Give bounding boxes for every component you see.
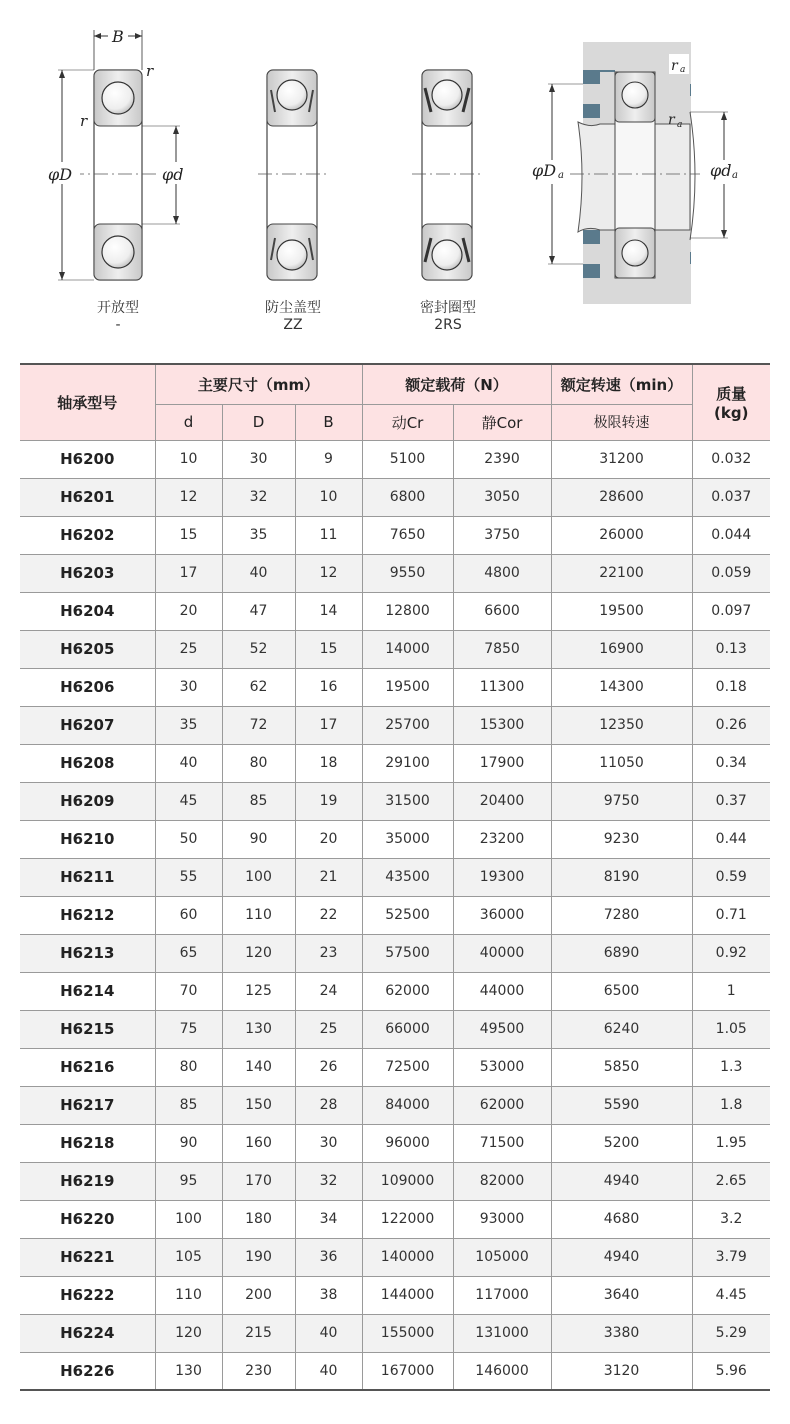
table-row — [20, 820, 770, 858]
cell-B: 20 — [295, 820, 362, 858]
cell-D: 230 — [222, 1352, 295, 1390]
cell-d: 120 — [155, 1314, 222, 1352]
table-row — [20, 782, 770, 820]
caption-open-code: - — [115, 317, 121, 333]
label-phida-sub: a — [732, 170, 738, 181]
cell-mass: 0.26 — [692, 706, 770, 744]
caption-2rs-name: 密封圈型 — [420, 300, 476, 316]
cell-limit-speed: 12350 — [551, 706, 692, 744]
cell-cor: 3050 — [453, 478, 551, 516]
caption-zz — [233, 300, 353, 334]
cell-model: H6211 — [20, 858, 155, 896]
cell-mass: 0.71 — [692, 896, 770, 934]
cell-d: 55 — [155, 858, 222, 896]
cell-limit-speed: 9750 — [551, 782, 692, 820]
cell-D: 47 — [222, 592, 295, 630]
cell-B: 40 — [295, 1352, 362, 1390]
cell-cor: 6600 — [453, 592, 551, 630]
cell-cr: 12800 — [362, 592, 453, 630]
cell-mass: 1.95 — [692, 1124, 770, 1162]
table-row — [20, 592, 770, 630]
cell-D: 32 — [222, 478, 295, 516]
cell-limit-speed: 6500 — [551, 972, 692, 1010]
cell-B: 30 — [295, 1124, 362, 1162]
table-row — [20, 1352, 770, 1390]
header-mass-label: 质量 — [716, 384, 747, 403]
header-limit-speed: 极限转速 — [551, 404, 692, 440]
cell-D: 110 — [222, 896, 295, 934]
cell-d: 25 — [155, 630, 222, 668]
cell-D: 160 — [222, 1124, 295, 1162]
cell-D: 180 — [222, 1200, 295, 1238]
label-ra-top-sub: a — [680, 65, 686, 75]
cell-mass: 3.79 — [692, 1238, 770, 1276]
cell-cr: 19500 — [362, 668, 453, 706]
label-phiDa-sub: a — [558, 170, 564, 181]
cell-d: 130 — [155, 1352, 222, 1390]
cell-mass: 5.96 — [692, 1352, 770, 1390]
cell-cr: 84000 — [362, 1086, 453, 1124]
cell-D: 140 — [222, 1048, 295, 1086]
cell-mass: 4.45 — [692, 1276, 770, 1314]
bearing-open-diagram — [46, 26, 190, 280]
cell-D: 85 — [222, 782, 295, 820]
table-body — [20, 440, 770, 1390]
caption-zz-name: 防尘盖型 — [265, 300, 321, 316]
table-row — [20, 1010, 770, 1048]
bearing-spec-table — [20, 363, 770, 1391]
caption-open-name: 开放型 — [97, 300, 139, 316]
label-B: B — [112, 27, 124, 46]
cell-limit-speed: 11050 — [551, 744, 692, 782]
cell-D: 200 — [222, 1276, 295, 1314]
cell-d: 12 — [155, 478, 222, 516]
cell-D: 40 — [222, 554, 295, 592]
cell-limit-speed: 6240 — [551, 1010, 692, 1048]
cell-D: 62 — [222, 668, 295, 706]
cell-mass: 1.3 — [692, 1048, 770, 1086]
cell-mass: 0.037 — [692, 478, 770, 516]
cell-B: 24 — [295, 972, 362, 1010]
cell-D: 190 — [222, 1238, 295, 1276]
cell-model: H6206 — [20, 668, 155, 706]
cell-B: 26 — [295, 1048, 362, 1086]
cell-B: 11 — [295, 516, 362, 554]
cell-cor: 15300 — [453, 706, 551, 744]
cell-cr: 35000 — [362, 820, 453, 858]
cell-mass: 0.18 — [692, 668, 770, 706]
cell-model: H6222 — [20, 1276, 155, 1314]
bearing-zz-diagram — [258, 70, 328, 280]
cell-B: 19 — [295, 782, 362, 820]
cell-d: 15 — [155, 516, 222, 554]
cell-d: 65 — [155, 934, 222, 972]
cell-model: H6210 — [20, 820, 155, 858]
header-model: 轴承型号 — [20, 364, 155, 440]
cell-mass: 0.34 — [692, 744, 770, 782]
cell-limit-speed: 5590 — [551, 1086, 692, 1124]
cell-D: 215 — [222, 1314, 295, 1352]
cell-cr: 66000 — [362, 1010, 453, 1048]
cell-model: H6202 — [20, 516, 155, 554]
cell-cr: 6800 — [362, 478, 453, 516]
cell-cor: 20400 — [453, 782, 551, 820]
cell-model: H6201 — [20, 478, 155, 516]
cell-d: 90 — [155, 1124, 222, 1162]
bearing-diagrams — [0, 0, 790, 345]
cell-limit-speed: 5200 — [551, 1124, 692, 1162]
table-row — [20, 934, 770, 972]
cell-B: 23 — [295, 934, 362, 972]
label-ra-mid-sub: a — [677, 120, 683, 130]
cell-mass: 5.29 — [692, 1314, 770, 1352]
cell-d: 100 — [155, 1200, 222, 1238]
label-r-side: r — [80, 112, 88, 130]
cell-cr: 62000 — [362, 972, 453, 1010]
cell-cr: 155000 — [362, 1314, 453, 1352]
cell-d: 70 — [155, 972, 222, 1010]
cell-limit-speed: 28600 — [551, 478, 692, 516]
cell-cor: 49500 — [453, 1010, 551, 1048]
cell-cr: 14000 — [362, 630, 453, 668]
cell-limit-speed: 3120 — [551, 1352, 692, 1390]
cell-model: H6205 — [20, 630, 155, 668]
cell-B: 40 — [295, 1314, 362, 1352]
cell-D: 72 — [222, 706, 295, 744]
table-row — [20, 630, 770, 668]
table-row — [20, 554, 770, 592]
cell-D: 80 — [222, 744, 295, 782]
cell-cr: 29100 — [362, 744, 453, 782]
cell-mass: 0.44 — [692, 820, 770, 858]
label-r-top: r — [146, 62, 154, 80]
cell-B: 16 — [295, 668, 362, 706]
cell-cor: 11300 — [453, 668, 551, 706]
cell-limit-speed: 5850 — [551, 1048, 692, 1086]
bearing-diagram-svg — [0, 0, 790, 345]
cell-D: 35 — [222, 516, 295, 554]
cell-B: 12 — [295, 554, 362, 592]
header-load: 额定载荷（N） — [362, 364, 551, 404]
cell-d: 20 — [155, 592, 222, 630]
cell-model: H6218 — [20, 1124, 155, 1162]
cell-B: 21 — [295, 858, 362, 896]
cell-mass: 0.059 — [692, 554, 770, 592]
cell-B: 18 — [295, 744, 362, 782]
cell-d: 95 — [155, 1162, 222, 1200]
mounting-diagram — [530, 42, 746, 304]
cell-limit-speed: 22100 — [551, 554, 692, 592]
cell-model: H6216 — [20, 1048, 155, 1086]
cell-d: 30 — [155, 668, 222, 706]
cell-model: H6215 — [20, 1010, 155, 1048]
header-mass — [692, 364, 770, 440]
cell-cr: 9550 — [362, 554, 453, 592]
cell-cor: 36000 — [453, 896, 551, 934]
cell-cor: 17900 — [453, 744, 551, 782]
cell-D: 120 — [222, 934, 295, 972]
cell-mass: 3.2 — [692, 1200, 770, 1238]
cell-model: H6203 — [20, 554, 155, 592]
bearing-2rs-diagram — [412, 70, 482, 280]
cell-model: H6220 — [20, 1200, 155, 1238]
table-row — [20, 706, 770, 744]
table-row — [20, 744, 770, 782]
label-phiDa: φD — [532, 161, 557, 180]
cell-model: H6208 — [20, 744, 155, 782]
caption-2rs-code: 2RS — [434, 317, 462, 333]
table-row — [20, 440, 770, 478]
cell-cr: 144000 — [362, 1276, 453, 1314]
cell-B: 17 — [295, 706, 362, 744]
cell-limit-speed: 4680 — [551, 1200, 692, 1238]
cell-cr: 7650 — [362, 516, 453, 554]
cell-cr: 72500 — [362, 1048, 453, 1086]
cell-cor: 44000 — [453, 972, 551, 1010]
table-row — [20, 478, 770, 516]
cell-d: 60 — [155, 896, 222, 934]
cell-mass: 0.13 — [692, 630, 770, 668]
cell-cr: 31500 — [362, 782, 453, 820]
cell-d: 75 — [155, 1010, 222, 1048]
cell-cor: 53000 — [453, 1048, 551, 1086]
cell-cor: 7850 — [453, 630, 551, 668]
cell-mass: 1.8 — [692, 1086, 770, 1124]
cell-limit-speed: 31200 — [551, 440, 692, 478]
cell-cr: 25700 — [362, 706, 453, 744]
table-row — [20, 1238, 770, 1276]
table-row — [20, 972, 770, 1010]
caption-open — [58, 300, 178, 334]
cell-D: 100 — [222, 858, 295, 896]
cell-d: 17 — [155, 554, 222, 592]
cell-cor: 71500 — [453, 1124, 551, 1162]
cell-model: H6224 — [20, 1314, 155, 1352]
cell-d: 45 — [155, 782, 222, 820]
cell-mass: 2.65 — [692, 1162, 770, 1200]
cell-cor: 19300 — [453, 858, 551, 896]
cell-d: 50 — [155, 820, 222, 858]
cell-cr: 109000 — [362, 1162, 453, 1200]
table-row — [20, 1048, 770, 1086]
table-row — [20, 516, 770, 554]
cell-limit-speed: 3640 — [551, 1276, 692, 1314]
cell-cor: 2390 — [453, 440, 551, 478]
cell-cor: 146000 — [453, 1352, 551, 1390]
cell-model: H6226 — [20, 1352, 155, 1390]
cell-D: 90 — [222, 820, 295, 858]
caption-2rs — [388, 300, 508, 334]
cell-cor: 40000 — [453, 934, 551, 972]
cell-B: 28 — [295, 1086, 362, 1124]
cell-D: 30 — [222, 440, 295, 478]
cell-cor: 3750 — [453, 516, 551, 554]
cell-limit-speed: 8190 — [551, 858, 692, 896]
cell-cr: 43500 — [362, 858, 453, 896]
table-row — [20, 896, 770, 934]
table-row — [20, 858, 770, 896]
cell-cr: 57500 — [362, 934, 453, 972]
cell-model: H6217 — [20, 1086, 155, 1124]
cell-limit-speed: 16900 — [551, 630, 692, 668]
cell-model: H6209 — [20, 782, 155, 820]
cell-limit-speed: 6890 — [551, 934, 692, 972]
cell-mass: 0.097 — [692, 592, 770, 630]
label-ra-top: r — [671, 58, 678, 74]
cell-model: H6212 — [20, 896, 155, 934]
label-phid: φd — [162, 165, 184, 184]
cell-d: 80 — [155, 1048, 222, 1086]
header-B: B — [295, 404, 362, 440]
cell-D: 170 — [222, 1162, 295, 1200]
cell-limit-speed: 7280 — [551, 896, 692, 934]
cell-B: 10 — [295, 478, 362, 516]
cell-limit-speed: 26000 — [551, 516, 692, 554]
cell-mass: 1.05 — [692, 1010, 770, 1048]
cell-model: H6219 — [20, 1162, 155, 1200]
cell-B: 15 — [295, 630, 362, 668]
label-phiD: φD — [48, 165, 73, 184]
cell-d: 40 — [155, 744, 222, 782]
cell-model: H6221 — [20, 1238, 155, 1276]
cell-d: 85 — [155, 1086, 222, 1124]
cell-cr: 140000 — [362, 1238, 453, 1276]
cell-mass: 1 — [692, 972, 770, 1010]
cell-mass: 0.032 — [692, 440, 770, 478]
label-ra-mid: r — [668, 112, 675, 128]
header-speed: 额定转速（min） — [551, 364, 692, 404]
header-mass-unit: (kg) — [714, 403, 749, 422]
cell-model: H6204 — [20, 592, 155, 630]
cell-d: 110 — [155, 1276, 222, 1314]
cell-limit-speed: 4940 — [551, 1162, 692, 1200]
cell-cr: 96000 — [362, 1124, 453, 1162]
cell-cor: 4800 — [453, 554, 551, 592]
header-D: D — [222, 404, 295, 440]
table-row — [20, 1124, 770, 1162]
cell-d: 10 — [155, 440, 222, 478]
cell-D: 52 — [222, 630, 295, 668]
cell-cor: 93000 — [453, 1200, 551, 1238]
cell-B: 38 — [295, 1276, 362, 1314]
cell-model: H6207 — [20, 706, 155, 744]
cell-mass: 0.59 — [692, 858, 770, 896]
caption-zz-code: ZZ — [283, 317, 303, 333]
table-row — [20, 1200, 770, 1238]
cell-cor: 105000 — [453, 1238, 551, 1276]
table-row — [20, 1162, 770, 1200]
cell-mass: 0.37 — [692, 782, 770, 820]
cell-B: 32 — [295, 1162, 362, 1200]
cell-cr: 52500 — [362, 896, 453, 934]
cell-B: 36 — [295, 1238, 362, 1276]
cell-mass: 0.92 — [692, 934, 770, 972]
cell-model: H6214 — [20, 972, 155, 1010]
table-row — [20, 1086, 770, 1124]
cell-cor: 62000 — [453, 1086, 551, 1124]
cell-limit-speed: 19500 — [551, 592, 692, 630]
cell-d: 105 — [155, 1238, 222, 1276]
cell-D: 130 — [222, 1010, 295, 1048]
table-row — [20, 1276, 770, 1314]
table-row — [20, 668, 770, 706]
cell-B: 9 — [295, 440, 362, 478]
cell-B: 34 — [295, 1200, 362, 1238]
cell-model: H6200 — [20, 440, 155, 478]
cell-cor: 131000 — [453, 1314, 551, 1352]
cell-limit-speed: 3380 — [551, 1314, 692, 1352]
cell-B: 22 — [295, 896, 362, 934]
cell-B: 25 — [295, 1010, 362, 1048]
cell-model: H6213 — [20, 934, 155, 972]
cell-D: 150 — [222, 1086, 295, 1124]
header-dimensions: 主要尺寸（mm） — [155, 364, 362, 404]
cell-cor: 23200 — [453, 820, 551, 858]
cell-cr: 5100 — [362, 440, 453, 478]
cell-cor: 82000 — [453, 1162, 551, 1200]
cell-D: 125 — [222, 972, 295, 1010]
cell-d: 35 — [155, 706, 222, 744]
cell-mass: 0.044 — [692, 516, 770, 554]
cell-limit-speed: 4940 — [551, 1238, 692, 1276]
cell-cr: 122000 — [362, 1200, 453, 1238]
label-phida: φd — [710, 161, 732, 180]
cell-B: 14 — [295, 592, 362, 630]
header-d: d — [155, 404, 222, 440]
table-row — [20, 1314, 770, 1352]
header-cr: 动Cr — [362, 404, 453, 440]
cell-limit-speed: 9230 — [551, 820, 692, 858]
header-cor: 静Cor — [453, 404, 551, 440]
cell-limit-speed: 14300 — [551, 668, 692, 706]
cell-cor: 117000 — [453, 1276, 551, 1314]
cell-cr: 167000 — [362, 1352, 453, 1390]
